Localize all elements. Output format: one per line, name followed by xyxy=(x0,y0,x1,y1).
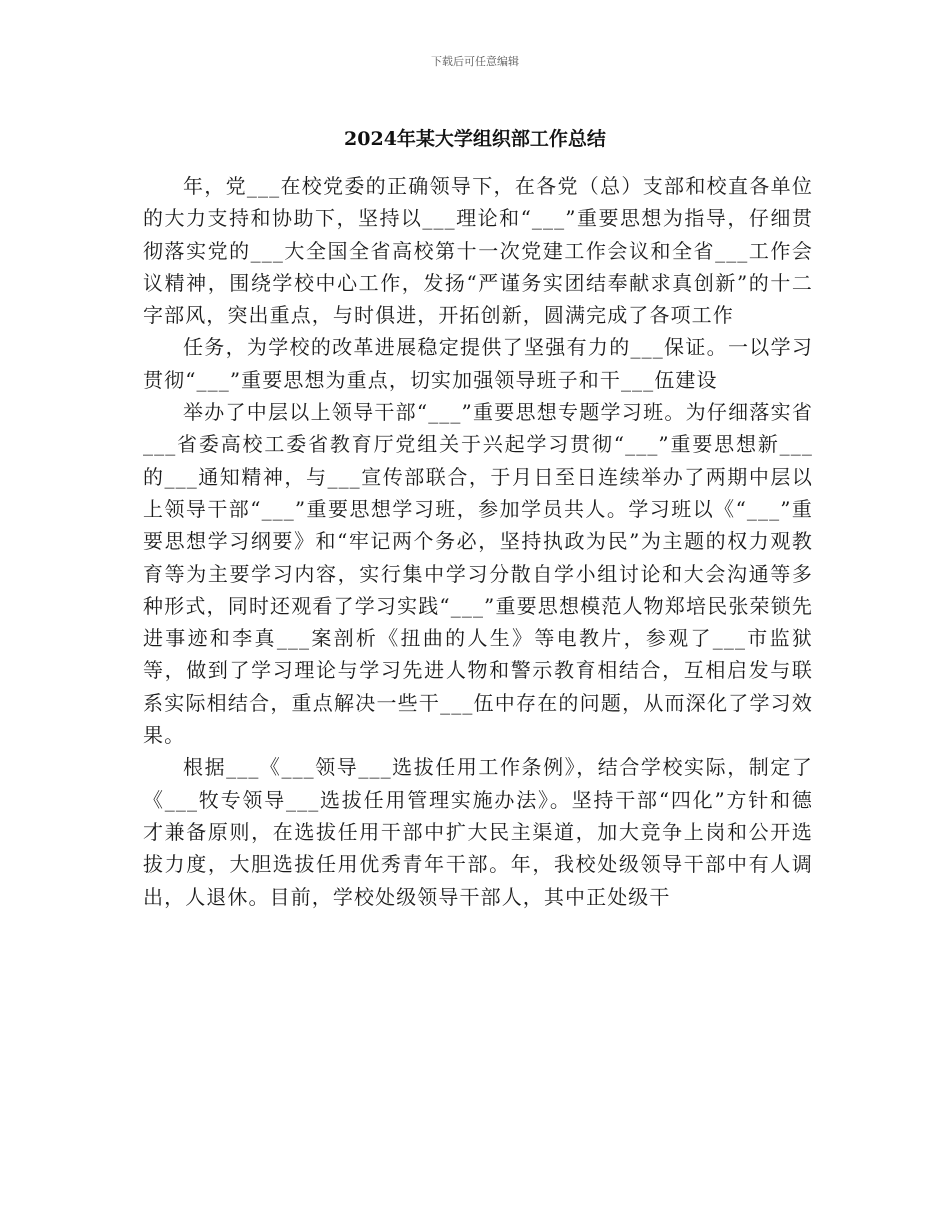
paragraph: 根据___《___领导___选拔任用工作条例》，结合学校实际，制定了《___牧专领导___选拔任用管理实施办法》。坚持干部“四化”方针和德才兼备原则，在选拔任用干部中扩大民主渠道，加大竞争上岗和公开选拔力度，大胆选拔任用优秀青年干部。年，我校处级领导干部中有人调出，人退休。目前，学校处级领导干部人，其中正处级干 xyxy=(143,755,813,909)
document-body xyxy=(143,170,813,913)
document-title: 2024年某大学组织部工作总结 xyxy=(344,128,606,150)
page-header-note: 下载后可任意编辑 xyxy=(431,55,519,68)
paragraph: 任务，为学校的改革进展稳定提供了坚强有力的___保证。一以学习贯彻“___”重要思想为重点，切实加强领导班子和干___伍建设 xyxy=(143,335,813,392)
paragraph: 年，党___在校党委的正确领导下，在各党（总）支部和校直各单位的大力支持和协助下，坚持以___理论和“___”重要思想为指导，仔细贯彻落实党的___大全国全省高校第十一次党建工作会议和全省___工作会议精神，围绕学校中心工作，发扬“严谨务实团结奉献求真创新”的十二字部风，突出重点，与时俱进，开拓创新，圆满完成了各项工作 xyxy=(143,174,813,328)
paragraph: 举办了中层以上领导干部“___”重要思想专题学习班。为仔细落实省___省委高校工委省教育厅党组关于兴起学习贯彻“___”重要思想新___的___通知精神，与___宣传部联合，于月日至日连续举办了两期中层以上领导干部“___”重要思想学习班，参加学员共人。学习班以《“___”重要思想学习纲要》和“牢记两个务必，坚持执政为民”为主题的权力观教育等为主要学习内容，实行集中学习分散自学小组讨论和大会沟通等多种形式，同时还观看了学习实践“___”重要思想模范人物郑培民张荣锁先进事迹和李真___案剖析《扭曲的人生》等电教片，参观了___市监狱等，做到了学习理论与学习先进人物和警示教育相结合，互相启发与联系实际相结合，重点解决一些干___伍中存在的问题，从而深化了学习效果。 xyxy=(143,400,813,748)
